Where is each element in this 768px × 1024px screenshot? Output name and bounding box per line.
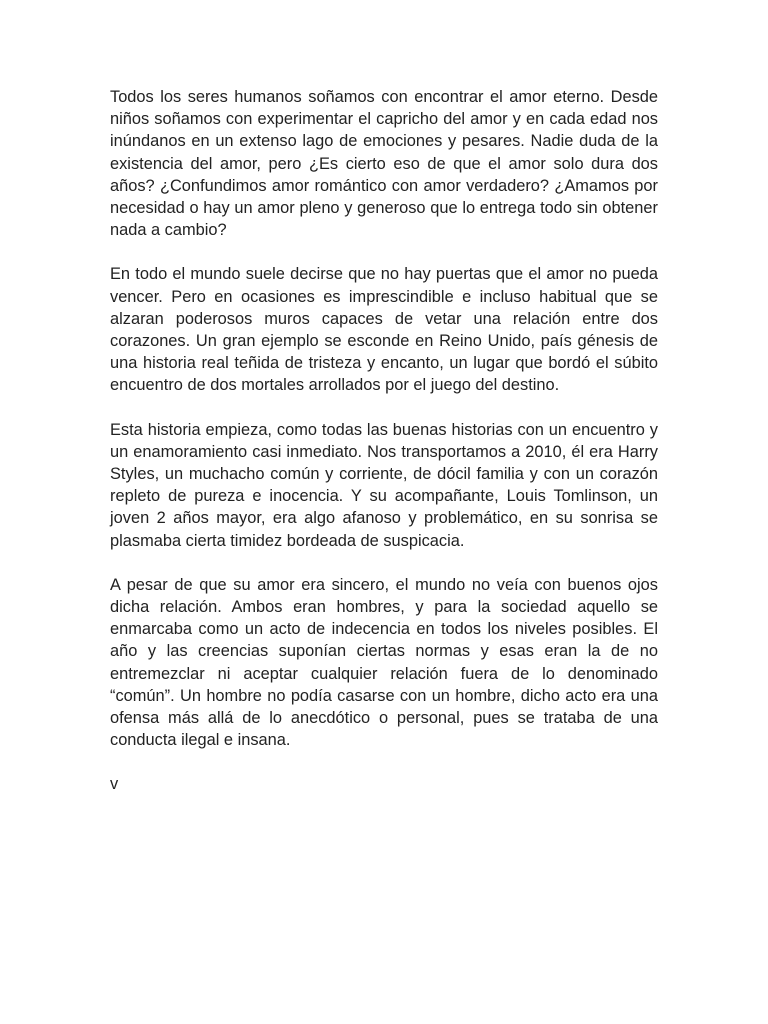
paragraph-walls: En todo el mundo suele decirse que no hay puertas que el amor no pueda vencer. Pero en ocasiones es imprescindible e incluso habitual que se alzaran poderosos muros capaces de vetar una relación entre dos corazones. Un gran ejemplo se esconde en Reino Unido, país génesis de una historia real teñida de tristeza y encanto, un lugar que bordó el súbito encuentro de dos mortales arrollados por el juego del destino.: [110, 265, 658, 395]
paragraph-intro: Todos los seres humanos soñamos con encontrar el amor eterno. Desde niños soñamos con experimentar el capricho del amor y en cada edad nos inúndanos en un extenso lago de emociones y pesares. Nadie duda de la existencia del amor, pero ¿Es cierto eso de que el amor solo dura dos años? ¿Confundimos amor romántico con amor verdadero? ¿Amamos por necesidad o hay un amor pleno y generoso que lo entrega todo sin obtener nada a cambio?: [110, 88, 658, 240]
paragraph-society: A pesar de que su amor era sincero, el mundo no veía con buenos ojos dicha relación. Ambos eran hombres, y para la sociedad aquello se enmarcaba como un acto de indecencia en todos los niveles posibles. El año y las creencias suponían ciertas normas y esas eran la de no entremezclar ni aceptar cualquier relación fuera de lo denominado “común”. Un hombre no podía casarse con un hombre, dicho acto era una ofensa más allá de lo anecdótico o personal, pues se trataba de una conducta ilegal e insana.: [110, 575, 658, 750]
trailing-mark: v: [110, 775, 119, 794]
paragraph-story-begins: Esta historia empieza, como todas las buenas historias con un encuentro y un enamoramiento casi inmediato. Nos transportamos a 2010, él era Harry Styles, un muchacho común y corriente, de dócil familia y con un corazón repleto de pureza e inocencia. Y su acompañante, Louis Tomlinson, un joven 2 años mayor, era algo afanoso y problemático, en su sonrisa se plasmaba cierta timidez bordeada de suspicacia.: [110, 420, 658, 550]
document-body: [110, 86, 658, 796]
